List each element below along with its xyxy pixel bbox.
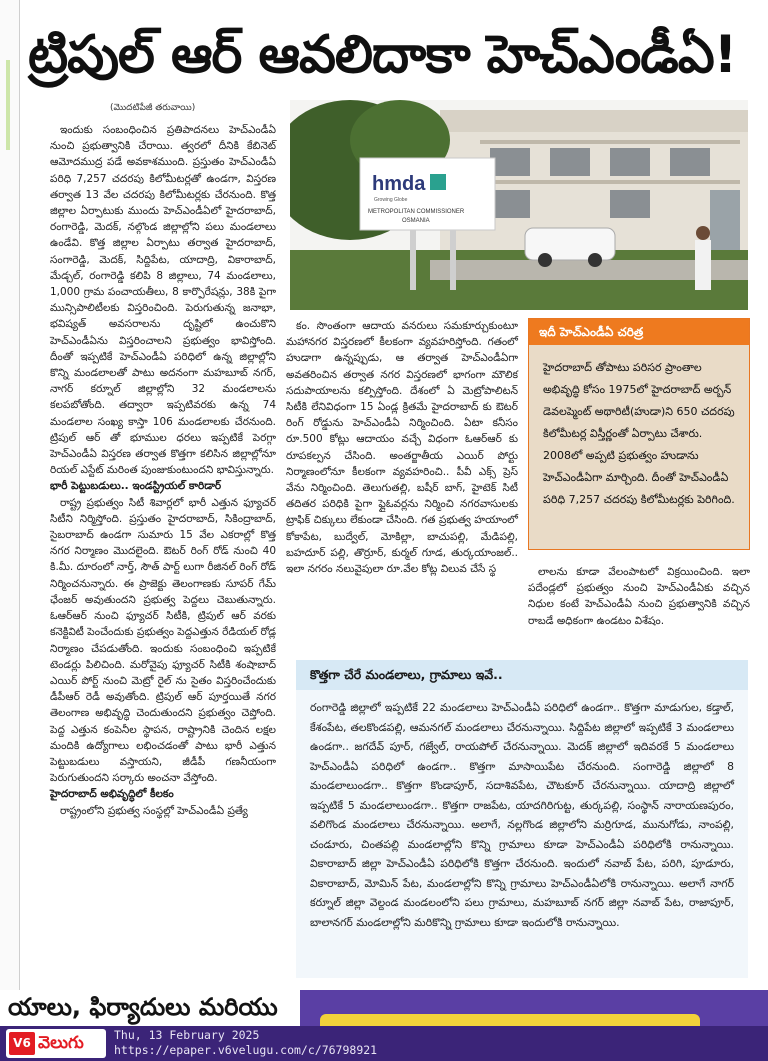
history-box-title: ఇదీ హెచ్ఎండీఏ చరిత్ర xyxy=(529,319,749,345)
article-middle-column xyxy=(286,318,518,577)
new-mandals-box xyxy=(296,660,748,978)
next-article-teaser-band xyxy=(0,990,768,1026)
paragraph: కం. సొంతంగా ఆదాయ వనరులు సమకూర్చుకుంటూ మహానగర విస్తరణలో కీలకంగా వ్యవహరిస్తోంది. గతంలో హుడాగా ఉన్నప్పుడు, ఆ తర్వాత హెచ్ఎండీఏగా అవతరించిన తర్వాత నగర విస్తరణలో భాగంగా మౌలిక సదుపాయాలను కల్పిస్తోంది. దేశంలో ఏ మెట్రోపాలిటన్ సిటీకి లేనివిధంగా 15 ఏండ్ల క్రితమే హైదరాబాద్ కు ఔటర్ రింగ్ రోడ్డును హెచ్ఎండీఏ నిర్మించింది. ఏటా కనీసం రూ.500 కోట్లు ఆదాయం వచ్చే విధంగా ఓఆర్ఆర్ కు రూపకల్పన చేసింది. అంతర్జాతీయ ఎయిర్ పోర్టు నిర్మాణంలోనూ కీలకంగా వ్యవహరించి.. పీవీ ఎక్స్ ప్రెస్ వేను నిర్మించింది. తెలుగుతల్లి, బషీర్ బాగ్, హైటెక్ సిటీ తదితర పరిధికి పైగా ఫ్లైఓవర్లను నిర్మించి నగరవాసులకు ట్రాఫిక్ చిక్కులు లేకుండా చేసింది. గత ప్రభుత్వ హయాంలో కోకాపేట, బుద్వేల్, మోకిల్లా, బాచుపల్లి, మేడిపల్లి, బహదూర్ పల్లి, తొర్రూర్, కుర్మల్ గూడ, తుర్కయాంజల్.. ఇలా నగరం నలువైపులా రూ.వేల కోట్ల విలువ చేసే స్థ xyxy=(286,320,518,576)
paragraph: లాలను కూడా వేలంపాటలో విక్రయించింది. ఇలా పదేండ్లలో ప్రభుత్వం నుంచి హెచ్ఎండీఏకు వచ్చిన నిధుల కంటే హెచ్ఎండీఏ నుంచి ప్రభుత్వానికి వచ్చిన రాబడే అధికంగా ఉండటం విశేషం. xyxy=(528,566,750,627)
headline: ట్రిపుల్ ఆర్ ఆవలిదాకా హెచ్ఎండీఏ! xyxy=(28,25,737,85)
history-box xyxy=(528,318,750,550)
hmda-office-photo xyxy=(290,100,748,310)
paragraph: రాష్ట్రంలోని ప్రభుత్వ సంస్థల్లో హెచ్ఎండీఏ ప్రత్యే xyxy=(60,804,248,817)
continuation-note: (మొదటిపేజీ తరువాయి) xyxy=(110,103,196,113)
article-right-column xyxy=(528,564,750,629)
subheading: భారీ పెట్టుబడులు.. ఇండస్ట్రియల్ కారిడార్ xyxy=(50,480,222,493)
next-article-teaser: యాలు, ఫిర్యాదులు మరియు xyxy=(8,993,278,1021)
ad-pill xyxy=(320,1014,700,1026)
adjacent-page-strip xyxy=(0,0,20,990)
photo-illustration xyxy=(290,100,748,310)
sign-logo: hmda xyxy=(372,173,426,195)
velugu-logo-text: వెలుగు xyxy=(38,1033,84,1053)
paragraph: రాష్ట్ర ప్రభుత్వం సిటీ శివార్లలో భారీ ఎత్తున ఫ్యూచర్ సిటీని నిర్మిస్తోంది. ప్రస్తుతం హైదరాబాద్, సికింద్రాబాద్, సైబరాబాద్ ఉండగా సుమారు 15 వేల ఎకరాల్లో కొత్త నగర నిర్మాణం మొదలైంది. ఔటర్ రింగ్ రోడ్ నుంచి 40 కి.మీ. దూరంలో నార్త్, సౌత్ పార్ట్ లుగా రీజినల్ రింగ్ రోడ్ నిర్మించనున్నారు. ఈ ప్రాజెక్టు తెలంగాణకు సూపర్ గేమ్ ఛేంజర్ అవుతుందని ప్రభుత్వ పెద్దలు చెబుతున్నారు. ఓఆర్ఆర్ నుంచి ఫ్యూచర్ సిటీకి, ట్రిపుల్ ఆర్ వరకు కనెక్టివిటీ పెంచేందుకు ప్రభుత్వం పెద్దఎత్తున రేడియల్ రోడ్ల నిర్మాణం చేపడుతోంది. ఇందుకు సంబంధించి ఇప్పటికే టెండర్లు పిలిచింది. మరోవైపు ఫ్యూచర్ సిటీకి శంషాబాద్ ఎయిర్ పోర్ట్ నుంచి మెట్రో రైల్ ను సైతం విస్తరించేందుకు డీపీఆర్ రెడీ అవుతోంది. ట్రిపుల్ ఆర్ పూర్తయితే నగర తెలంగాణ అభివృద్ధి చెందుతుందని ప్రభుత్వం చెప్తోంది. పెద్ద ఎత్తున కంపెనీల స్థాపన, రాష్ట్రానికి చెందిన లక్షల మందికి ఉద్యోగాలు లభించడంతో పాటు భారీ ఎత్తున పెట్టుబడులు వస్తాయని, జీడీపీ గణనీయంగా పెరుగుతుందని సర్కారు అంచనా వేస్తోంది. xyxy=(50,496,276,785)
footer-meta xyxy=(114,1028,377,1058)
sign-line-1: METROPOLITAN COMMISSIONER xyxy=(368,209,465,215)
velugu-logo[interactable] xyxy=(6,1029,106,1058)
epaper-url[interactable]: https://epaper.v6velugu.com/c/76798921 xyxy=(114,1043,378,1057)
subheading: హైదరాబాద్ అభివృద్ధిలో కీలకం xyxy=(50,788,174,801)
sign-subtitle: Growing Globe xyxy=(374,197,408,203)
new-mandals-title: కొత్తగా చేరే మండలాలు, గ్రామాలు ఇవే.. xyxy=(296,660,748,690)
v6-logo-mark: V6 xyxy=(9,1032,35,1055)
publication-date: Thu, 13 February 2025 xyxy=(114,1028,260,1042)
epaper-footer xyxy=(0,1026,768,1061)
new-mandals-body: రంగారెడ్డి జిల్లాలో ఇప్పటికే 22 మండలాలు హెచ్ఎండీఏ పరిధిలో ఉండగా.. కొత్తగా మాడుగుల, కడ్తాల్, కేశంపేట, తలకొండపల్లి, ఆమనగల్ మండలాలు చేరనున్నాయి. సిద్దిపేట జిల్లాలో ఇప్పటికే 3 మండలాలు ఉండగా.. జగదేవ్ పూర్, గజ్వేల్, రాయపోల్ చేరనున్నాయి. మెదక్ జిల్లాలో ఇదివరకే 5 మండలాలు హెచ్ఎండీఏ పరిధిలో ఉండగా.. కొత్తగా మాసాయిపేట చేరనుంది. సంగారెడ్డి జిల్లాలో 8 మండలాలుండగా.. కొత్తగా కొండాపూర్, సదాశివపేట, చౌటకూర్ చేరనున్నాయి. యాదాద్రి జిల్లాలో ఇప్పటికే 5 మండలాలుండగా.. కొత్తగా రాజపేట, యాదగిరిగుట్ట, తుర్కపల్లి, సంస్థాన్ నారాయణపురం, వలిగొండ మండలాలు చేరనున్నాయి. అలాగే, నల్లగొండ జిల్లాలోని మర్రిగూడ, మునుగోడు, నాంపల్లి, చండూరు, చింతపల్లి మండలాల్లోని కొన్ని గ్రామాలు కూడా హెచ్ఎండీఏ పరిధిలోకి రానున్నాయి. వికారాబాద్ జిల్లా హెచ్ఎండీఏ పరిధిలోకి కొత్తగా చేరనుంది. ఇందులో నవాబ్ పేట, పరిగి, పూడూరు, వికారాబాద్, మోమిన్ పేట, మండలాల్లోని కొన్ని గ్రామాలు హెచ్ఎండీఏలోకి రానున్నాయి. అలాగే నాగర్ కర్నూల్ జిల్లా వెల్దండ మండలంలోని పలు గ్రామాలు, మహబూబ్ నగర్ జిల్లా నవాబ్ పేట, రాజాపూర్, బాలానగర్ మండలాల్లోని మరికొన్ని గ్రామాలు కూడా ఇందులోకి రానున్నాయి. xyxy=(310,701,734,929)
article-left-column xyxy=(50,122,276,819)
decorative-bar xyxy=(6,60,10,150)
sign-line-2: OSMANIA xyxy=(402,218,430,224)
history-box-body: హైదరాబాద్ తోపాటు పరిసర ప్రాంతాల అభివృద్ధి కోసం 1975లో హైదరాబాద్ అర్బన్ డెవలప్మెంట్ అథారిటీ(హుడా)ని 650 చదరపు కిలోమీటర్ల విస్తీర్ణంతో ఏర్పాటు చేశారు. 2008లో అప్పటి ప్రభుత్వం హుడాను హెచ్ఎండీఏగా మార్చింది. దీంతో హెచ్ఎండీఏ పరిధి 7,257 చదరపు కిలోమీటర్లకు పెరిగింది. xyxy=(529,345,749,549)
paragraph: ఇందుకు సంబంధించిన ప్రతిపాదనలు హెచ్ఎండీఏ నుంచి ప్రభుత్వానికి చేరాయి. త్వరలో దీనికి కేబినెట్ ఆమోదముద్ర పడే అవకాశముంది. ప్రస్తుతం హెచ్ఎండీఏ పరిధి 7,257 చదరపు కిలోమీటర్లతో ఉండగా, విస్తరణ తర్వాత 13 వేల చదరపు కిలోమీటర్లకు చేరనుంది. కొత్త జిల్లాల ఏర్పాటుకు ముందు హెచ్ఎండీఏలో హైదరాబాద్, రంగారెడ్డి, మెదక్, నల్గొండ జిల్లాల్లోని పలు మండలాలు ఉండేవి. కొత్త జిల్లాల ఏర్పాటు తర్వాత హైదరాబాద్, సంగారెడ్డి, మెదక్, సిద్దిపేట, యాదాద్రి, వికారాబాద్, మేడ్చల్, రంగారెడ్డి కలిపి 8 జిల్లాలు, 74 మండలాలు, 1,000 గ్రామ పంచాయతీలు, 8 కార్పొరేషన్లు, 38కి పైగా మున్సిపాలిటీలకు విస్తరించింది. పెరుగుతున్న జనాభా, భవిష్యత్ అవసరాలను దృష్టిలో ఉంచుకొని హెచ్ఎండీఏను విస్తరించాలని ప్రభుత్వం భావిస్తోంది. దీంతో ఇప్పటికే హెచ్ఎండీఏ పరిధిలో ఉన్న జిల్లాల్లోని కొన్ని మండలాలతో పాటు అదనంగా మహబూబ్ నగర్, నాగర్ కర్నూల్ జిల్లాల్లోని 32 మండలాలను కలపబోతోంది. తద్వారా ఇప్పటివరకు ఉన్న 74 మండలాల సంఖ్య కాస్తా 106 మండలాలకు చేరనుంది. ట్రిపుల్ ఆర్ తో భూముల ధరలు ఇప్పటికే పెరగ్గా హెచ్ఎండీఏ విస్తరణ తర్వాత కొత్తగా కలిసిన జిల్లాల్లోనూ రియల్ ఎస్టేట్ మరింత పుంజుకుంటుందని భావిస్తున్నారు. xyxy=(50,124,276,477)
